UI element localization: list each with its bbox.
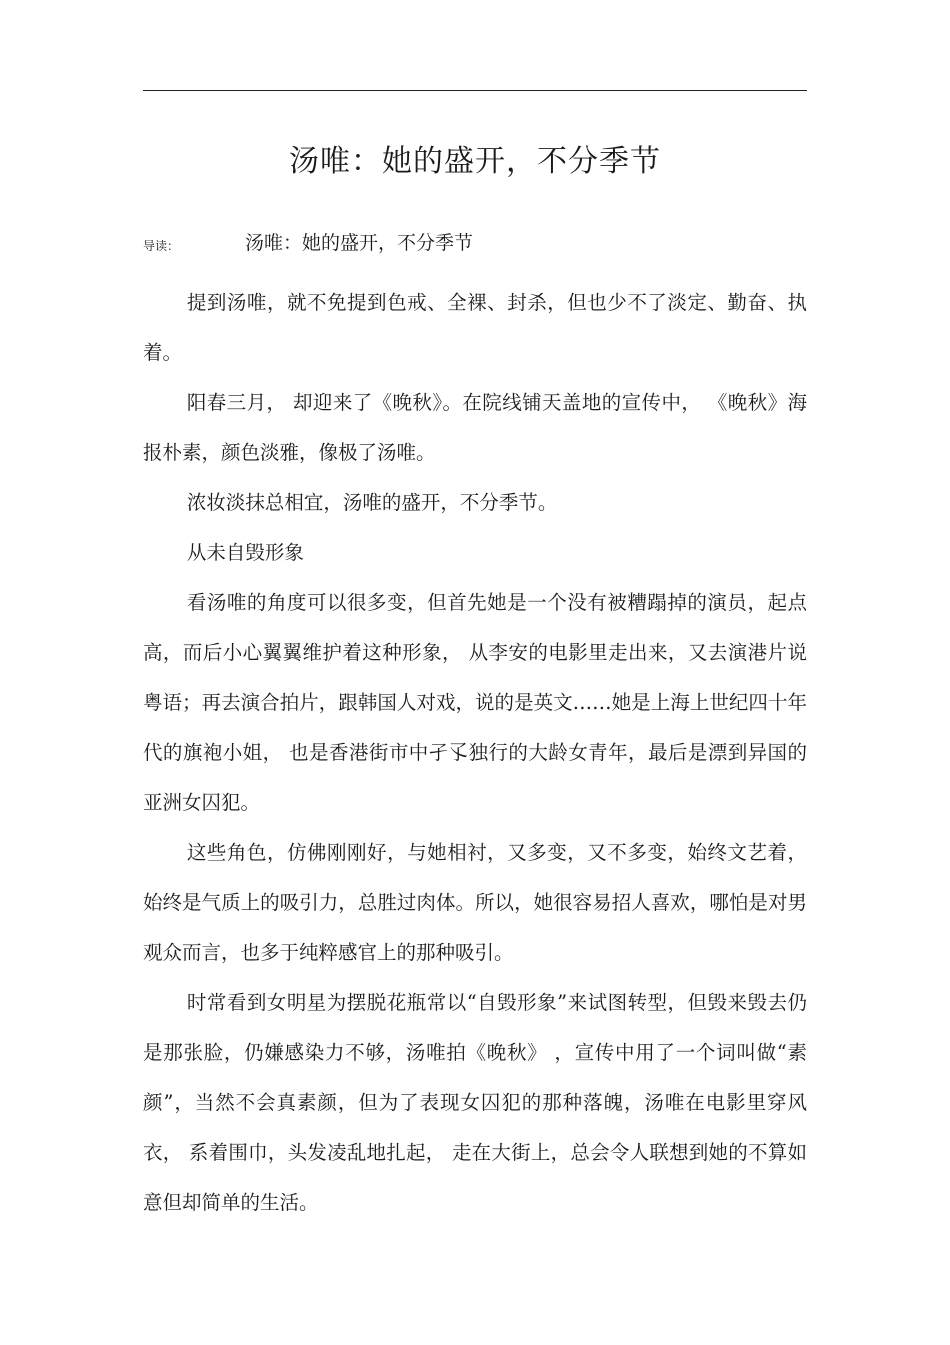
lead-text: 汤唯：她的盛开，不分季节 — [245, 232, 474, 254]
paragraph: 时常看到女明星为摆脱花瓶常以“自毁形象”来试图转型，但毁来毁去仍是那张脸，仍嫌感染力不够，汤唯拍《晚秋》 ，宣传中用了一个词叫做“素颜”，当然不会真素颜，但为了表现女囚犯的那种落魄，汤唯在电影里穿风衣， 系着围巾，头发凌乱地扎起， 走在大街上，总会令人联想到她的不算如意但却简单的生活。 — [143, 991, 807, 1214]
paragraph: 阳春三月， 却迎来了《晚秋》。在院线铺天盖地的宣传中， 《晚秋》海报朴素，颜色淡雅，像极了汤唯。 — [143, 391, 807, 464]
document-title: 汤唯：她的盛开，不分季节 — [289, 144, 661, 179]
section-heading: 从未自毁形象 — [186, 541, 304, 564]
lead-label: 导读： — [143, 239, 180, 253]
paragraph: 浓妆淡抹总相宜，汤唯的盛开，不分季节。 — [186, 491, 558, 514]
lead-section — [143, 228, 807, 258]
header-rule — [143, 90, 807, 91]
paragraph: 看汤唯的角度可以很多变，但首先她是一个没有被糟蹋掉的演员，起点高，而后小心翼翼维护着这种形象， 从李安的电影里走出来，又去演港片说粤语；再去演合拍片，跟韩国人对戏，说的是英文……她是上海上世纪四十年代的旗袍小姐， 也是香港街市中孑孓独行的大龄女青年，最后是漂到异国的亚洲女囚犯。 — [143, 591, 807, 814]
document-body — [143, 278, 807, 1228]
paragraph: 这些角色，仿佛刚刚好，与她相衬，又多变，又不多变，始终文艺着，始终是气质上的吸引力，总胜过肉体。所以，她很容易招人喜欢，哪怕是对男观众而言，也多于纯粹感官上的那种吸引。 — [143, 841, 807, 964]
paragraph: 提到汤唯，就不免提到色戒、全裸、封杀，但也少不了淡定、勤奋、执着。 — [143, 291, 807, 364]
